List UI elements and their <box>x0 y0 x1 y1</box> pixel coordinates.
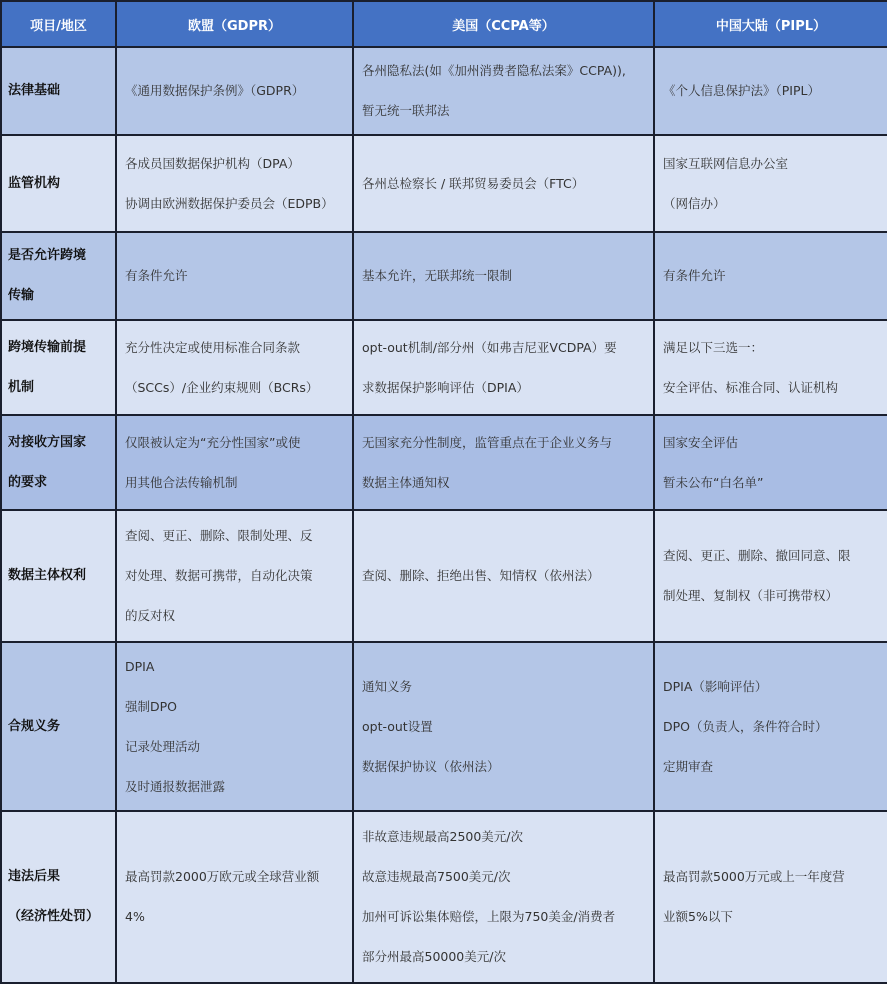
cell-line: 国家安全评估 <box>663 434 739 450</box>
cell-line: opt-out机制/部分州（如弗吉尼亚VCDPA）要 <box>362 339 617 355</box>
cell-line: 各州总检察长 / 联邦贸易委员会（FTC） <box>362 175 585 191</box>
cn-cell <box>654 510 887 642</box>
us-cell <box>353 510 654 642</box>
cell-line: 无国家充分性制度，监管重点在于企业义务与 <box>362 434 613 450</box>
cell-line: 加州可诉讼集体赔偿，上限为750美金/消费者 <box>362 909 616 924</box>
cell-line: 暂未公布“白名单” <box>663 474 764 490</box>
cell-line: 对接收方国家 <box>8 434 87 450</box>
cell-line: 基本允许，无联邦统一限制 <box>362 268 513 283</box>
cell-line: 强制DPO <box>125 698 178 714</box>
cell-line: 查阅、更正、删除、撤回同意、限 <box>663 548 851 563</box>
cell-line: 数据主体权利 <box>8 568 87 583</box>
us-cell <box>353 135 654 232</box>
cell-line: 协调由欧洲数据保护委员会（EDPB） <box>125 195 334 211</box>
cn-cell <box>654 415 887 510</box>
cell-line: 是否允许跨境 <box>8 248 87 263</box>
cell-line: 各成员国数据保护机构（DPA） <box>125 155 300 171</box>
cell-line: DPIA <box>125 658 155 674</box>
cell-line: 有条件允许 <box>125 268 188 283</box>
cell-line: 暂无统一联邦法 <box>362 103 450 118</box>
cell-line: 4% <box>125 909 145 924</box>
eu-cell <box>116 232 353 320</box>
cell-line: 传输 <box>8 288 35 303</box>
table-row <box>1 47 887 135</box>
cell-line: 有条件允许 <box>663 268 726 283</box>
eu-cell <box>116 47 353 135</box>
cn-cell <box>654 642 887 811</box>
cell-line: 及时通报数据泄露 <box>125 778 226 794</box>
eu-cell <box>116 811 353 983</box>
cell-line: 查阅、更正、删除、限制处理、反 <box>125 528 313 543</box>
cell-line: 跨境传输前提 <box>8 339 87 355</box>
cell-line: 充分性决定或使用标准合同条款 <box>125 339 301 355</box>
header-us: 美国（CCPA等） <box>353 1 654 47</box>
cn-cell <box>654 135 887 232</box>
cell-line: 安全评估、标准合同、认证机构 <box>663 379 839 395</box>
cn-cell <box>654 232 887 320</box>
eu-cell <box>116 320 353 415</box>
table-row <box>1 642 887 811</box>
item-cell <box>1 510 116 642</box>
us-cell <box>353 642 654 811</box>
cell-line: 非故意违规最高2500美元/次 <box>362 829 524 844</box>
us-cell <box>353 320 654 415</box>
header-cn: 中国大陆（PIPL） <box>654 1 887 47</box>
cell-line: 查阅、删除、拒绝出售、知情权（依州法） <box>362 568 600 583</box>
cell-line: 最高罚款2000万欧元或全球营业额 <box>125 869 320 884</box>
table-row <box>1 232 887 320</box>
cell-line: 业额5%以下 <box>663 909 733 924</box>
cn-cell <box>654 47 887 135</box>
cell-line: 部分州最高50000美元/次 <box>362 949 506 964</box>
header-eu: 欧盟（GDPR） <box>116 1 353 47</box>
table-row <box>1 135 887 232</box>
table-row <box>1 320 887 415</box>
cell-line: 合规义务 <box>8 718 61 734</box>
cell-line: 数据主体通知权 <box>362 474 450 490</box>
item-cell <box>1 415 116 510</box>
cell-line: 《通用数据保护条例》（GDPR） <box>125 83 305 98</box>
cell-line: 的反对权 <box>125 608 176 623</box>
cn-cell <box>654 811 887 983</box>
cell-line: 仅限被认定为“充分性国家”或使 <box>125 434 301 450</box>
cell-line: 定期审查 <box>663 758 714 774</box>
cell-line: 求数据保护影响评估（DPIA） <box>362 379 529 395</box>
cell-line: 故意违规最高7500美元/次 <box>362 869 511 884</box>
cell-line: 最高罚款5000万元或上一年度营 <box>663 869 845 884</box>
item-cell <box>1 232 116 320</box>
us-cell <box>353 415 654 510</box>
table-row <box>1 811 887 983</box>
cell-line: （经济性处罚） <box>8 909 100 924</box>
cell-line: 违法后果 <box>8 869 61 884</box>
cn-cell <box>654 320 887 415</box>
header-row <box>1 1 887 47</box>
item-cell <box>1 811 116 983</box>
item-cell <box>1 320 116 415</box>
cell-line: 法律基础 <box>8 83 61 98</box>
table-row <box>1 415 887 510</box>
item-cell <box>1 47 116 135</box>
cell-line: 机制 <box>8 379 35 395</box>
eu-cell <box>116 642 353 811</box>
cell-line: 的要求 <box>8 474 48 490</box>
cell-line: DPIA（影响评估） <box>663 678 768 694</box>
cell-line: （网信办） <box>663 195 726 211</box>
header-item: 项目/地区 <box>1 1 116 47</box>
us-cell <box>353 47 654 135</box>
cell-line: 国家互联网信息办公室 <box>663 155 789 171</box>
cell-line: 数据保护协议（依州法） <box>362 758 500 774</box>
cell-line: DPO（负责人，条件符合时） <box>663 718 828 734</box>
item-cell <box>1 642 116 811</box>
item-cell <box>1 135 116 232</box>
cell-line: 记录处理活动 <box>125 738 201 754</box>
cell-line: 监管机构 <box>8 175 61 191</box>
eu-cell <box>116 415 353 510</box>
cell-line: 对处理、数据可携带，自动化决策 <box>125 568 313 583</box>
table-row <box>1 510 887 642</box>
us-cell <box>353 811 654 983</box>
table-body <box>1 47 887 983</box>
cell-line: opt-out设置 <box>362 718 433 734</box>
cell-line: 通知义务 <box>362 678 413 694</box>
eu-cell <box>116 135 353 232</box>
cell-line: （SCCs）/企业约束规则（BCRs） <box>125 379 319 395</box>
cell-line: 用其他合法传输机制 <box>125 474 238 490</box>
cell-line: 各州隐私法(如《加州消费者隐私法案》CCPA)), <box>362 63 626 78</box>
us-cell <box>353 232 654 320</box>
eu-cell <box>116 510 353 642</box>
cell-line: 满足以下三选一： <box>663 339 764 355</box>
cell-line: 《个人信息保护法》（PIPL） <box>663 83 820 98</box>
cell-line: 制处理、复制权（非可携带权） <box>663 588 839 603</box>
